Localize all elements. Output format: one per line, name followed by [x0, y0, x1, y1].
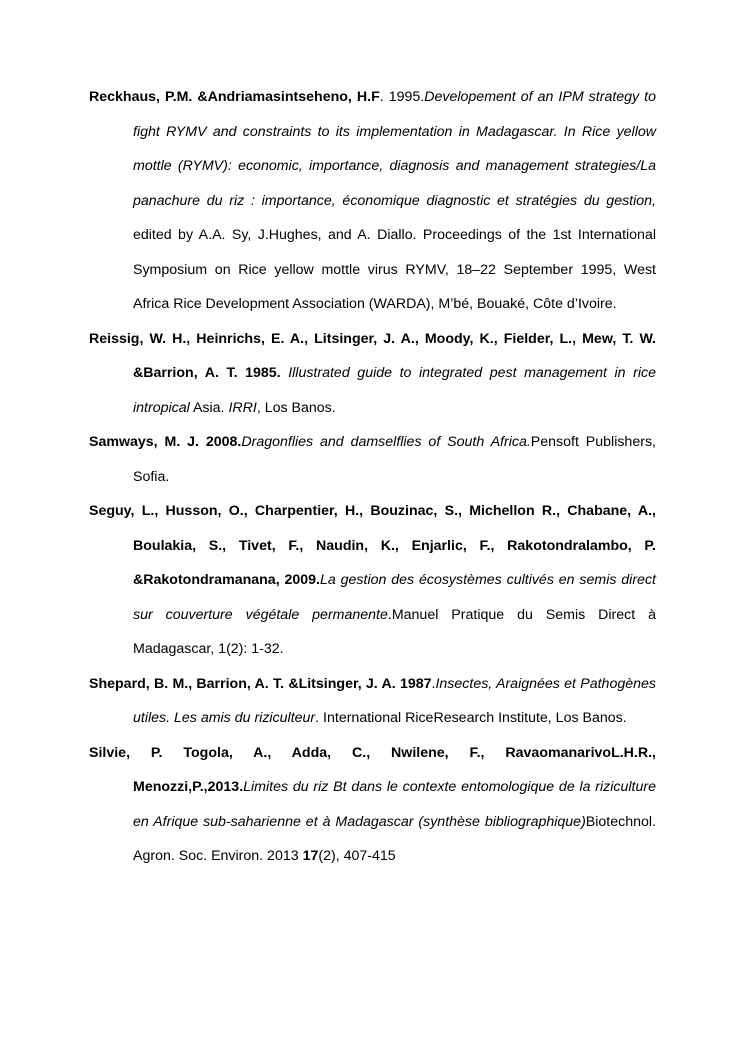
reference-text: Asia. [189, 399, 229, 416]
reference-text: (2), 407-415 [318, 848, 396, 864]
reference-title-italic: Dragonflies and damselflies of South Africa. [241, 434, 531, 450]
reference-text: Biotechnol. Agron. Soc. Environ. 2013 [133, 813, 656, 864]
reference-entry [89, 425, 656, 494]
reference-title-italic: IRRI [228, 399, 257, 416]
reference-title-italic: Developement of an IPM strategy to fight RYMV and constraints to its implementation in Madagascar. In Rice yellow mottle (RYMV): economic, importance, diagnosis and management strategies/La panachure du riz : importance, économique diagnostic et stratégies du gestion, [133, 89, 657, 209]
reference-entry [89, 736, 656, 874]
reference-entry [89, 80, 656, 322]
reference-entry [89, 494, 656, 667]
reference-authors-bold: Seguy, L., Husson, O., Charpentier, H., Bouzinac, S., Michellon R., Chabane, A., Boulakia, S., Tivet, F., Naudin, K., Enjarlic, F., Rakotondralambo, P. &Rakotondramanana, 2009. [89, 503, 656, 588]
reference-title-italic: La gestion des écosystèmes cultivés en semis direct sur couverture végétale permanente [133, 572, 656, 623]
reference-text: .Manuel Pratique du Semis Direct à Madagascar, 1(2): 1-32. [133, 606, 656, 657]
reference-list [89, 80, 656, 874]
reference-authors-bold: Samways, M. J. 2008. [89, 434, 242, 450]
reference-title-italic: Limites du riz Bt dans le contexte entomologique de la riziculture en Afrique sub-saharienne et à Madagascar (synthèse bibliographique) [133, 779, 656, 830]
reference-authors-bold: Reissig, W. H., Heinrichs, E. A., Litsinger, J. A., Moody, K., Fielder, L., Mew, T. W. &Barrion, A. T. 1985. [89, 330, 656, 381]
reference-authors-bold: 17 [302, 848, 319, 864]
reference-text: . 1995. [379, 89, 425, 105]
reference-text: , Los Banos. [256, 399, 336, 416]
reference-title-italic: Illustrated guide to integrated pest management in rice intropical [133, 365, 656, 416]
reference-text: . International RiceResearch Institute, Los Banos. [315, 710, 627, 726]
reference-authors-bold: Shepard, B. M., Barrion, A. T. &Litsinger, J. A. 1987 [89, 675, 432, 692]
reference-entry [89, 322, 656, 426]
reference-entry [89, 667, 656, 736]
reference-authors-bold: Silvie, P. Togola, A., Adda, C., Nwilene, F., RavaomanarivoL.H.R., Menozzi,P.,2013. [89, 744, 656, 795]
reference-text: Pensoft Publishers, Sofia. [133, 434, 656, 485]
reference-title-italic: Insectes, Araignées et Pathogènes utiles. Les amis du riziculteur [133, 675, 656, 726]
reference-text: edited by A.A. Sy, J.Hughes, and A. Diallo. Proceedings of the 1st International Symposium on Rice yellow mottle virus RYMV, 18–22 September 1995, West Africa Rice Development Association (WARDA), M’bé, Bouaké, Côte d’Ivoire. [133, 227, 656, 312]
reference-text: . [431, 675, 436, 692]
reference-authors-bold: Reckhaus, P.M. &Andriamasintseheno, H.F [89, 89, 380, 105]
